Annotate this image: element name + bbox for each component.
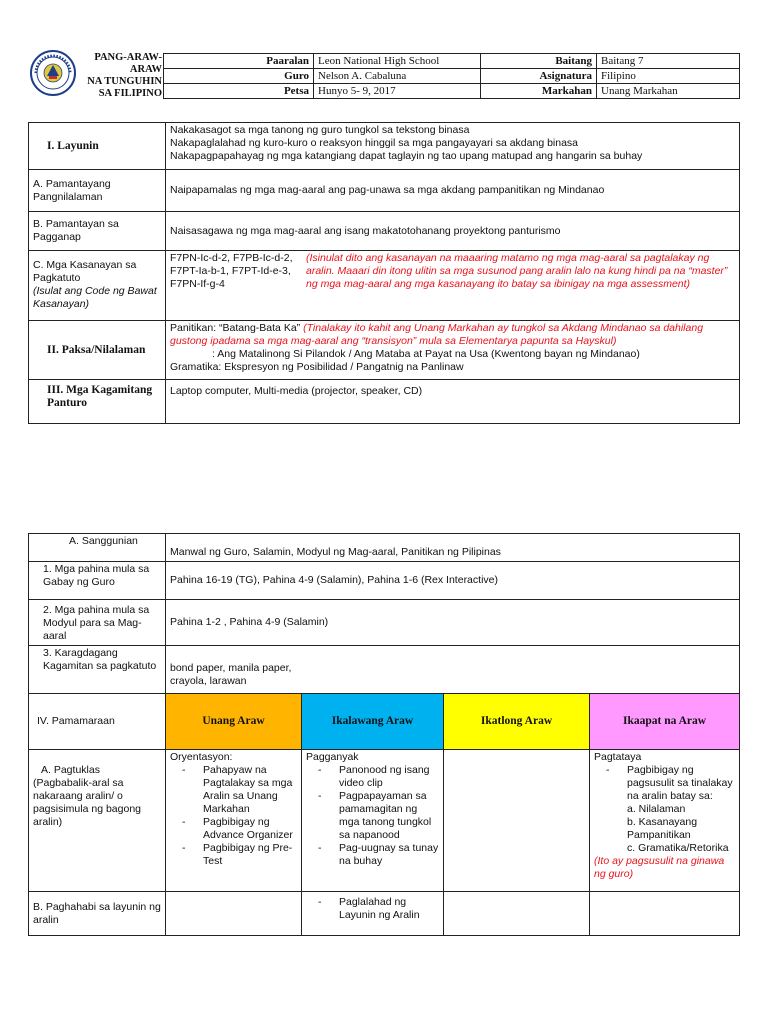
day2-paghahabi	[302, 892, 444, 936]
value-paaralan: Leon National High School	[314, 54, 481, 69]
kasanayan-sub: (Isulat ang Code ng Bawat Kasanayan)	[33, 285, 157, 310]
list-item: - Paglalahad ng Layunin ng Aralin	[306, 896, 439, 922]
paksa-line2: : Ang Matalinong Si Pilandok / Ang Mataba at Payat na Usa (Kwentong bayan ng Mindanao)	[212, 348, 640, 360]
list-item: - Pagbibigay ng Advance Organizer	[170, 816, 297, 842]
value-asignatura: Filipino	[597, 69, 740, 84]
kasanayan-code: F7PN-Ic-d-2, F7PB-Ic-d-2,	[170, 252, 293, 264]
day-header-2: Ikalawang Araw	[302, 694, 444, 750]
layunin-content	[166, 123, 740, 170]
kasanayan-code: F7PT-Ia-b-1, F7PT-Id-e-3,	[170, 265, 291, 277]
label-asignatura: Asignatura	[481, 69, 597, 84]
day2-list	[306, 764, 439, 868]
lesson-plan-table-1	[28, 122, 740, 424]
section-pamamaraan-label: IV. Pamamaraan	[29, 694, 166, 750]
label-petsa: Petsa	[164, 84, 314, 99]
day-header-4: Ikaapat na Araw	[590, 694, 740, 750]
day1-pagtuklas	[166, 750, 302, 892]
list-item: - Pahapyaw na Pagtalakay sa mga Aralin sa Unang Markahan	[170, 764, 297, 816]
list-item: - Pagpapayaman sa pamamagitan ng mga tanong tungkol sa napanood	[306, 790, 439, 842]
day4-paghahabi	[590, 892, 740, 936]
kasanayan-note: (Isinulat dito ang kasanayan na maaaring matamo ng mga mag-aaral sa pagtalakay ng aralin. Maaari din itong ulitin sa mga susunod pang aralin lalo na kung hindi pa na “master” ng mga mag-aaral ang mga kasanayang ito batay sa ibinigay na mga assessment)	[306, 252, 728, 290]
pagganap-value: Naisasagawa ng mga mag-aaral ang isang makatotohanang proyektong panturismo	[166, 212, 740, 251]
list-item: - Panonood ng isang video clip	[306, 764, 439, 790]
pagtuklas-label-cell	[29, 750, 166, 892]
sanggunian-label: A. Sanggunian	[29, 534, 166, 562]
section-paksa-label: II. Paksa/Nilalaman	[29, 321, 166, 380]
value-guro: Nelson A. Cabaluna	[314, 69, 481, 84]
paksa-line3: Gramatika: Ekspresyon ng Posibilidad / Pangatnig na Panlinaw	[170, 361, 464, 373]
layunin-line: Nakakasagot sa mga tanong ng guro tungkol sa tekstong binasa	[170, 124, 470, 136]
day2-pagtuklas	[302, 750, 444, 892]
kasanayan-label-cell	[29, 251, 166, 321]
day4-note: (Ito ay pagsusulit na ginawa ng guro)	[594, 855, 725, 880]
pamantayang-label: A. Pamantayang Pangnilalaman	[29, 170, 166, 212]
karagdagang-label: 3. Karagdagang Kagamitan sa pagkatuto	[29, 646, 166, 694]
karagdagang-line: bond paper, manila paper,	[170, 662, 292, 674]
header-info-table	[163, 53, 740, 99]
day3-paghahabi	[444, 892, 590, 936]
modyul-value: Pahina 1-2 , Pahina 4-9 (Salamin)	[166, 600, 740, 646]
karagdagang-line: crayola, larawan	[170, 675, 247, 687]
kasanayan-codes	[170, 252, 302, 291]
section-kagamitan-label: III. Mga Kagamitang Panturo	[29, 380, 166, 424]
day4-sublist	[594, 803, 735, 855]
kasanayan-label: C. Mga Kasanayan sa Pagkatuto	[33, 259, 137, 284]
header-title-line: PANG-ARAW-ARAW	[94, 52, 162, 75]
kasanayan-code: F7PN-If-g-4	[170, 278, 225, 290]
header-title-line: NA TUNGUHIN	[87, 76, 162, 87]
day4-list	[594, 764, 735, 803]
paksa-content	[166, 321, 740, 380]
section-layunin-label: I. Layunin	[29, 123, 166, 170]
list-item: b. Kasanayang Pampanitikan	[627, 816, 698, 841]
day4-title: Pagtataya	[594, 751, 642, 763]
day2-paghahabi-list	[306, 896, 439, 922]
paksa-note: (Tinalakay ito kahit ang Unang Markahan ay tungkol sa Akdang Mindanao sa dahilang gustong ipadama sa mga mag-aaral ang “transisyon” mula sa Elementarya papunta sa Hayskul)	[170, 322, 704, 347]
value-markahan: Unang Markahan	[597, 84, 740, 99]
lesson-plan-table-2	[28, 533, 740, 936]
label-markahan: Markahan	[481, 84, 597, 99]
pamantayang-value: Naipapamalas ng mga mag-aaral ang pag-unawa sa mga akdang pampanitikan ng Mindanao	[166, 170, 740, 212]
day-header-3: Ikatlong Araw	[444, 694, 590, 750]
karagdagang-value	[166, 646, 740, 694]
pagtuklas-sub: (Pagbabalik-aral sa nakaraang aralin/ o pagsisimula ng bagong aralin)	[33, 777, 141, 828]
value-petsa: Hunyo 5- 9, 2017	[314, 84, 481, 99]
day1-title: Oryentasyon:	[170, 751, 233, 763]
list-item: - Pagbibigay ng Pre-Test	[170, 842, 297, 868]
header-title	[66, 52, 162, 100]
value-baitang: Baitang 7	[597, 54, 740, 69]
paghahabi-label: B. Paghahabi sa layunin ng aralin	[29, 892, 166, 936]
sanggunian-value: Manwal ng Guro, Salamin, Modyul ng Mag-aaral, Panitikan ng Pilipinas	[166, 534, 740, 562]
paksa-panitikan: Panitikan: “Batang-Bata Ka”	[170, 322, 301, 334]
label-guro: Guro	[164, 69, 314, 84]
pagganap-label: B. Pamantayan sa Pagganap	[29, 212, 166, 251]
modyul-label: 2. Mga pahina mula sa Modyul para sa Mag-aaral	[29, 600, 166, 646]
pagtuklas-label: A. Pagtuklas	[41, 764, 100, 776]
day3-pagtuklas	[444, 750, 590, 892]
kagamitan-value: Laptop computer, Multi-media (projector, speaker, CD)	[166, 380, 740, 424]
label-baitang: Baitang	[481, 54, 597, 69]
list-item: a. Nilalaman	[627, 803, 686, 815]
gabay-value: Pahina 16-19 (TG), Pahina 4-9 (Salamin), Pahina 1-6 (Rex Interactive)	[166, 562, 740, 600]
day1-paghahabi	[166, 892, 302, 936]
day2-title: Pagganyak	[306, 751, 359, 763]
day-header-1: Unang Araw	[166, 694, 302, 750]
day4-pagtuklas	[590, 750, 740, 892]
layunin-line: Nakapaglalahad ng kuro-kuro o reaksyon hinggil sa mga pangayayari sa akdang binasa	[170, 137, 579, 149]
list-item: - Pag-uugnay sa tunay na buhay	[306, 842, 439, 868]
list-item: - Pagbibigay ng pagsusulit sa tinalakay na aralin batay sa:	[594, 764, 735, 803]
header-title-line: SA FILIPINO	[98, 88, 162, 99]
layunin-line: Nakapagpapahayag ng mga katangiang dapat taglayin ng tao upang matupad ang hangarin sa buhay	[170, 150, 643, 162]
label-paaralan: Paaralan	[164, 54, 314, 69]
kasanayan-content	[166, 251, 740, 321]
day1-list	[170, 764, 297, 868]
gabay-label: 1. Mga pahina mula sa Gabay ng Guro	[29, 562, 166, 600]
list-item: c. Gramatika/Retorika	[627, 842, 729, 854]
